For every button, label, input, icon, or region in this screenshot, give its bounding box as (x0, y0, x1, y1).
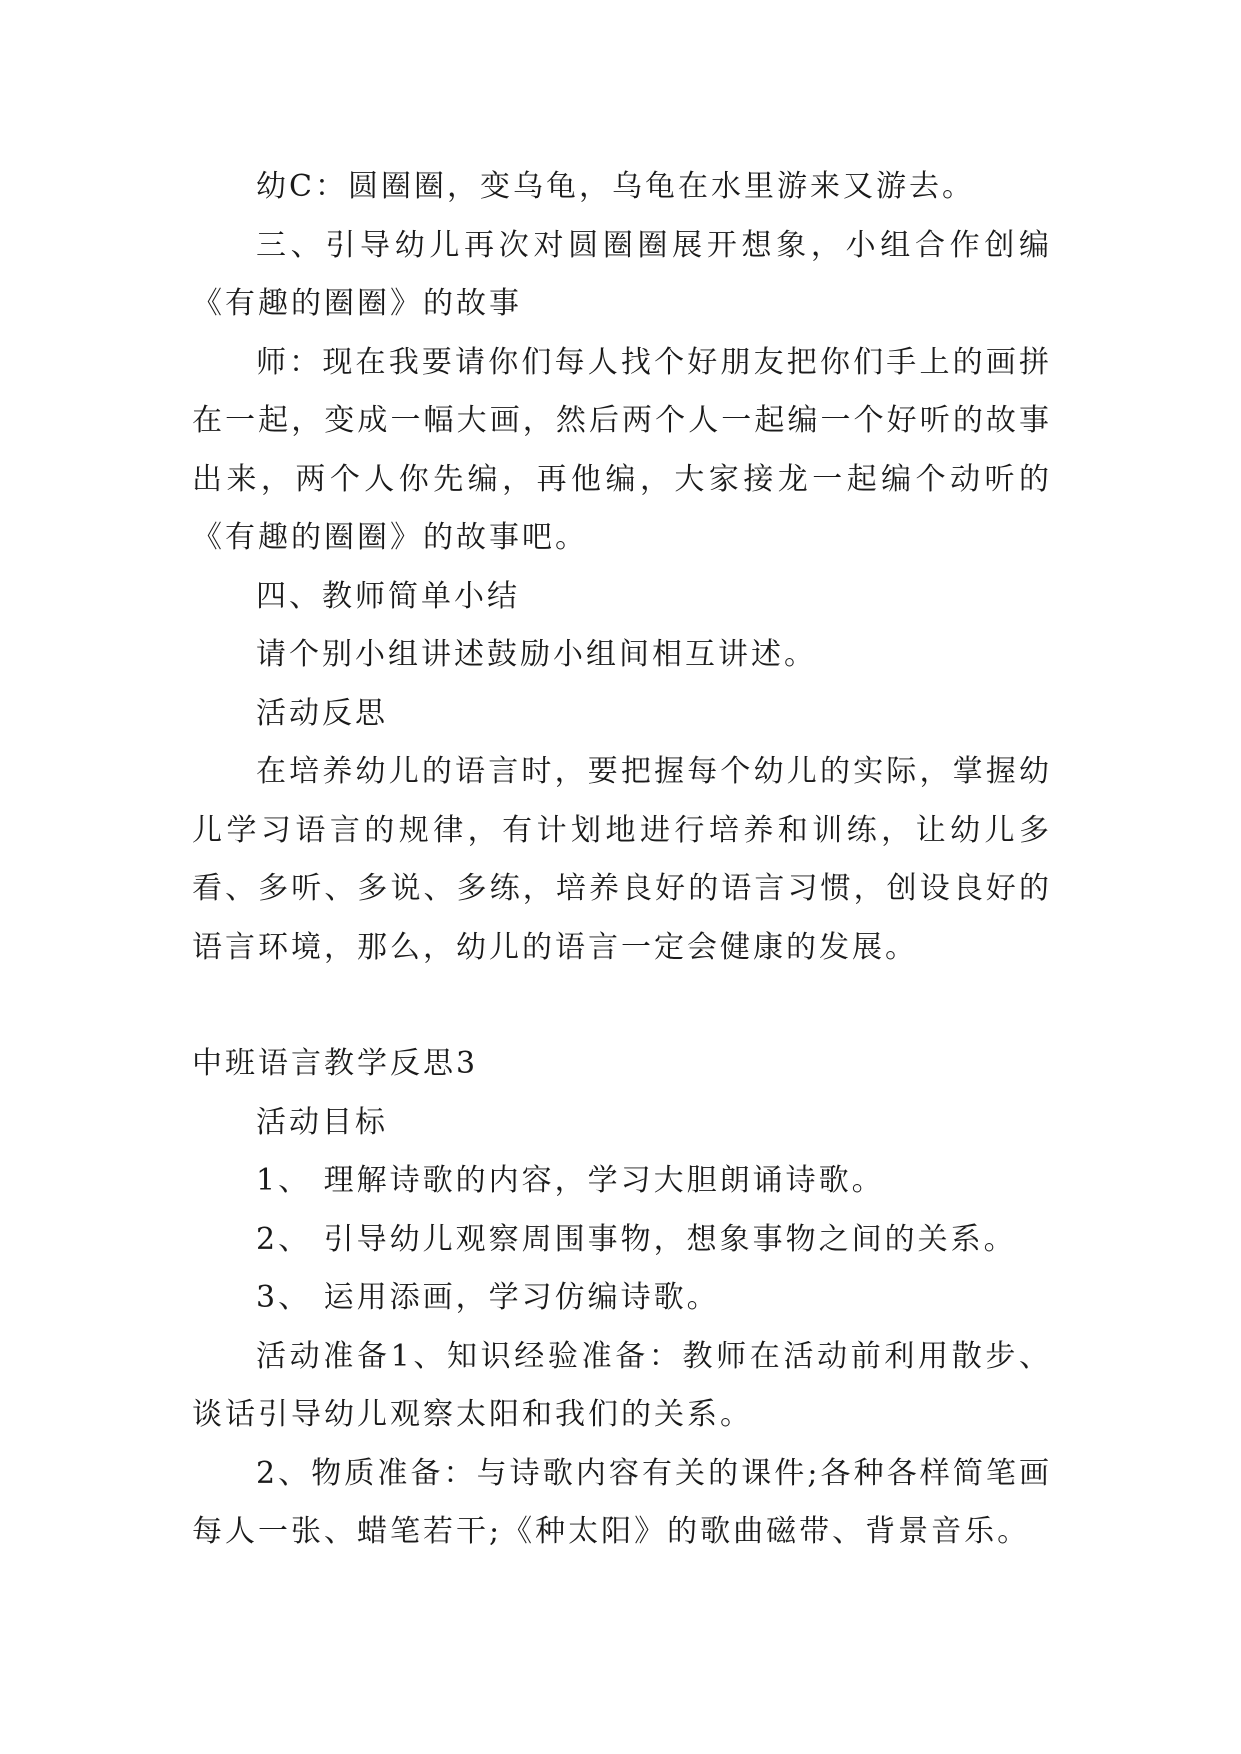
paragraph: 三、引导幼儿再次对圆圈圈展开想象，小组合作创编《有趣的圈圈》的故事 (192, 227, 1052, 321)
paragraph: 活动反思 (256, 695, 388, 731)
paragraph: 活动目标 (256, 1104, 388, 1140)
section-title: 中班语言教学反思3 (192, 1046, 479, 1081)
paragraph: 2、物质准备：与诗歌内容有关的课件;各种各样简笔画每人一张、蜡笔若干;《种太阳》的歌曲磁带、背景音乐。 (192, 1455, 1052, 1549)
paragraph: 活动准备1、知识经验准备：教师在活动前利用散步、谈话引导幼儿观察太阳和我们的关系。 (192, 1338, 1052, 1432)
paragraph: 师：现在我要请你们每人找个好朋友把你们手上的画拼在一起，变成一幅大画，然后两个人一起编一个好听的故事出来，两个人你先编，再他编，大家接龙一起编个动听的《有趣的圈圈》的故事吧。 (192, 344, 1052, 555)
paragraph: 3、 运用添画，学习仿编诗歌。 (256, 1280, 720, 1315)
paragraph: 1、 理解诗歌的内容，学习大胆朗诵诗歌。 (256, 1163, 885, 1198)
paragraph: 2、 引导幼儿观察周围事物，想象事物之间的关系。 (256, 1221, 1017, 1257)
paragraph: 请个别小组讲述鼓励小组间相互讲述。 (256, 637, 817, 672)
section-gap (192, 977, 1052, 1035)
paragraph: 幼C：圆圈圈，变乌龟，乌龟在水里游来又游去。 (256, 169, 975, 204)
paragraph: 四、教师简单小结 (256, 578, 520, 614)
paragraph: 在培养幼儿的语言时，要把握每个幼儿的实际，掌握幼儿学习语言的规律，有计划地进行培养和训练，让幼儿多看、多听、多说、多练，培养良好的语言习惯，创设良好的语言环境，那么，幼儿的语言一定会健康的发展。 (192, 754, 1052, 965)
document-body (192, 158, 1052, 1562)
